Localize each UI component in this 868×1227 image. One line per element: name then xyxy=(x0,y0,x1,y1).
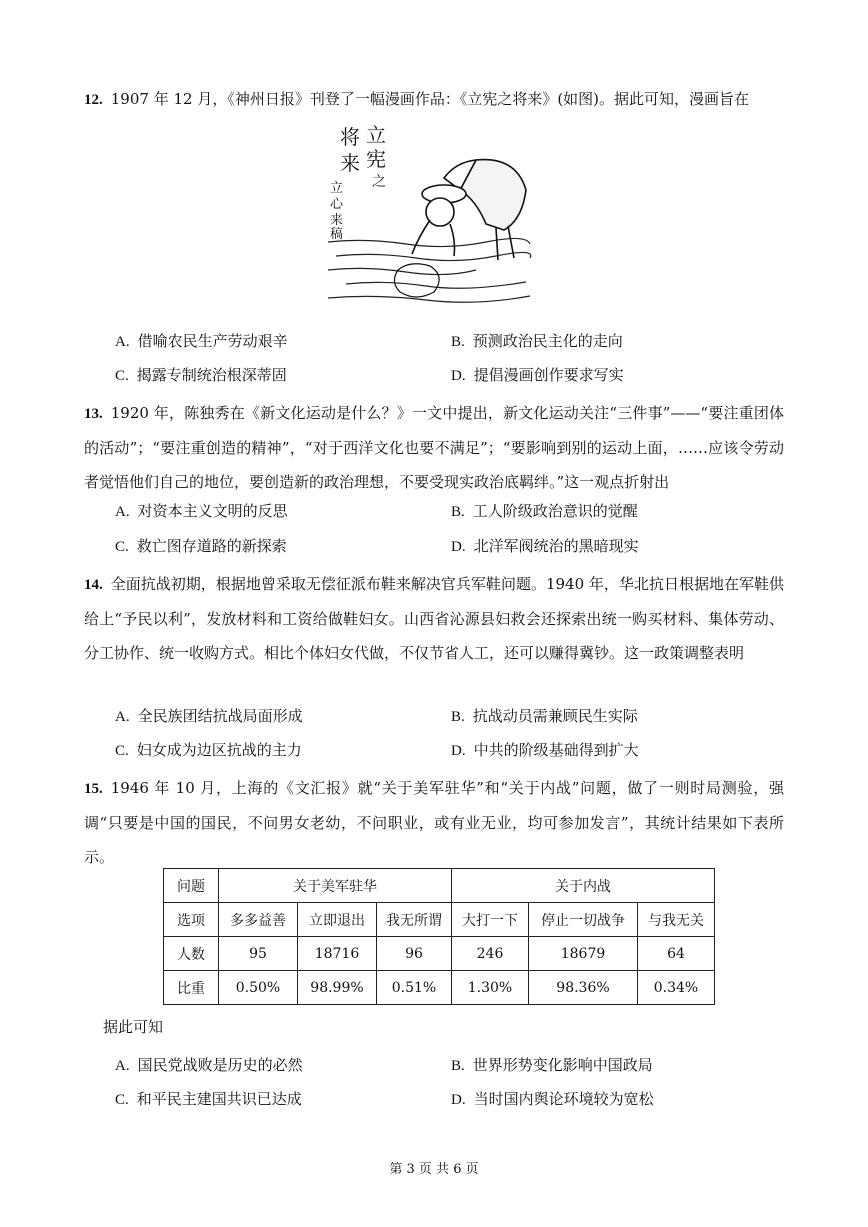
cartoon-image xyxy=(326,120,532,310)
question-number: 12. xyxy=(84,92,103,108)
question-number: 13. xyxy=(84,406,103,422)
option-letter: A. xyxy=(115,504,130,520)
q15-option-a[interactable] xyxy=(115,1054,303,1075)
option-text: 揭露专制统治根深蒂固 xyxy=(136,366,287,384)
cartoon-calligraphy xyxy=(330,123,386,242)
q13-option-a[interactable] xyxy=(115,500,288,521)
q13-option-d[interactable] xyxy=(451,535,639,556)
option-text: 对资本主义文明的反思 xyxy=(137,502,288,520)
question-12-stem xyxy=(84,82,784,117)
question-text: 1920 年，陈独秀在《新文化运动是什么？》一文中提出，新文化运动关注“三件事”——“要注重团体的活动”；“要注重创造的精神”，“对于西洋文化也要不满足”；“要影响到别的运动上面，……应该令劳动者觉悟他们自己的地位，要创造新的政治理想，不要受现实政治底羁绊。”这一观点折射出 xyxy=(84,404,784,491)
table-cell: 大打一下 xyxy=(452,903,529,937)
table-cell: 98.36% xyxy=(529,971,638,1005)
q15-after-text: 据此可知 xyxy=(103,1018,164,1036)
svg-text:之: 之 xyxy=(372,174,386,190)
table-cell: 停止一切战争 xyxy=(529,903,638,937)
option-letter: C. xyxy=(115,368,129,384)
q13-option-c[interactable] xyxy=(115,535,287,556)
table-cell: 与我无关 xyxy=(638,903,715,937)
q12-option-a[interactable] xyxy=(115,330,288,351)
question-14-stem xyxy=(84,567,784,670)
table-cell: 18716 xyxy=(298,937,377,971)
option-text: 预测政治民主化的走向 xyxy=(472,332,623,350)
svg-text:立: 立 xyxy=(366,123,386,147)
option-text: 当时国内舆论环境较为宽松 xyxy=(473,1090,654,1108)
question-text: 1907 年 12 月，《神州日报》刊登了一幅漫画作品：《立宪之将来》(如图)。据此可知，漫画旨在 xyxy=(110,90,750,108)
table-cell: 98.99% xyxy=(298,971,377,1005)
table-cell: 0.50% xyxy=(219,971,298,1005)
q14-option-a[interactable] xyxy=(115,705,303,726)
question-text: 1946 年 10 月，上海的《文汇报》就“关于美军驻华”和“关于内战”问题，做了一则时局测验，强调“只要是中国的国民，不问男女老幼，不问职业，或有业无业，均可参加发言”，其统计结果如下表所示。 xyxy=(84,779,784,866)
table-cell: 我无所谓 xyxy=(377,903,452,937)
table-cell: 立即退出 xyxy=(298,903,377,937)
table-cell: 人数 xyxy=(164,937,219,971)
table-cell: 比重 xyxy=(164,971,219,1005)
question-14 xyxy=(84,567,784,670)
table-row xyxy=(164,971,715,1005)
question-text: 全面抗战初期，根据地曾采取无偿征派布鞋来解决官兵军鞋问题。1940 年，华北抗日根据地在军鞋供给上“予民以利”，发放材料和工资给做鞋妇女。山西省沁源县妇救会还探索出统一购买材料、集体劳动、分工协作、统一收购方式。相比个体妇女代做，不仅节省人工，还可以赚得冀钞。这一政策调整表明 xyxy=(84,575,784,662)
table-cell: 95 xyxy=(219,937,298,971)
svg-text:心: 心 xyxy=(330,197,344,212)
option-letter: A. xyxy=(115,1058,130,1074)
question-15-stem xyxy=(84,771,784,874)
option-text: 工人阶级政治意识的觉醒 xyxy=(472,502,638,520)
table-cell: 选项 xyxy=(164,903,219,937)
option-letter: C. xyxy=(115,539,129,555)
svg-text:来: 来 xyxy=(340,151,360,175)
q15-option-b[interactable] xyxy=(451,1054,653,1075)
svg-text:宪: 宪 xyxy=(366,147,386,171)
table-group-header: 关于美军驻华 xyxy=(219,869,452,903)
q15-option-c[interactable] xyxy=(115,1088,302,1109)
water-lines xyxy=(328,238,531,302)
option-letter: A. xyxy=(115,709,130,725)
option-text: 抗战动员需兼顾民生实际 xyxy=(472,707,638,725)
option-letter: B. xyxy=(451,504,465,520)
svg-text:将: 将 xyxy=(340,125,360,149)
question-number: 15. xyxy=(84,781,103,797)
svg-text:立: 立 xyxy=(330,181,344,196)
option-letter: D. xyxy=(451,1092,466,1108)
option-letter: B. xyxy=(451,709,465,725)
option-letter: C. xyxy=(115,743,129,759)
svg-text:稿: 稿 xyxy=(330,227,344,242)
option-text: 救亡图存道路的新探索 xyxy=(136,537,287,555)
option-letter: B. xyxy=(451,334,465,350)
option-letter: D. xyxy=(451,539,466,555)
survey-table xyxy=(163,868,715,1005)
question-13-stem xyxy=(84,396,784,499)
q12-option-c[interactable] xyxy=(115,364,287,385)
option-text: 和平民主建国共识已达成 xyxy=(136,1090,302,1108)
table-row xyxy=(164,903,715,937)
option-text: 妇女成为边区抗战的主力 xyxy=(136,741,302,759)
option-letter: A. xyxy=(115,334,130,350)
option-letter: D. xyxy=(451,368,466,384)
table-row xyxy=(164,937,715,971)
option-text: 借喻农民生产劳动艰辛 xyxy=(137,332,288,350)
option-letter: B. xyxy=(451,1058,465,1074)
option-text: 国民党战败是历史的必然 xyxy=(137,1056,303,1074)
table-cell: 0.51% xyxy=(377,971,452,1005)
option-text: 中共的阶级基础得到扩大 xyxy=(473,741,639,759)
option-text: 提倡漫画创作要求写实 xyxy=(473,366,624,384)
option-text: 全民族团结抗战局面形成 xyxy=(137,707,303,725)
table-cell: 246 xyxy=(452,937,529,971)
question-12 xyxy=(84,82,784,117)
table-cell: 18679 xyxy=(529,937,638,971)
svg-text:来: 来 xyxy=(330,213,344,228)
option-letter: D. xyxy=(451,743,466,759)
reflection xyxy=(394,264,439,297)
table-row xyxy=(164,869,715,903)
table-cell: 1.30% xyxy=(452,971,529,1005)
table-cell: 96 xyxy=(377,937,452,971)
question-13 xyxy=(84,396,784,499)
question-15 xyxy=(84,771,784,874)
q12-option-b[interactable] xyxy=(451,330,623,351)
q12-option-d[interactable] xyxy=(451,364,624,385)
q13-option-b[interactable] xyxy=(451,500,638,521)
q14-option-d[interactable] xyxy=(451,739,639,760)
page-footer: 第 3 页 共 6 页 xyxy=(389,1162,479,1177)
question-number: 14. xyxy=(84,577,103,593)
table-cell: 多多益善 xyxy=(219,903,298,937)
q15-option-d[interactable] xyxy=(451,1088,654,1109)
q14-option-b[interactable] xyxy=(451,705,638,726)
option-text: 世界形势变化影响中国政局 xyxy=(472,1056,653,1074)
q14-option-c[interactable] xyxy=(115,739,302,760)
table-group-header: 关于内战 xyxy=(452,869,715,903)
table-cell: 64 xyxy=(638,937,715,971)
option-text: 北洋军阀统治的黑暗现实 xyxy=(473,537,639,555)
table-cell: 0.34% xyxy=(638,971,715,1005)
option-letter: C. xyxy=(115,1092,129,1108)
table-cell: 问题 xyxy=(164,869,219,903)
